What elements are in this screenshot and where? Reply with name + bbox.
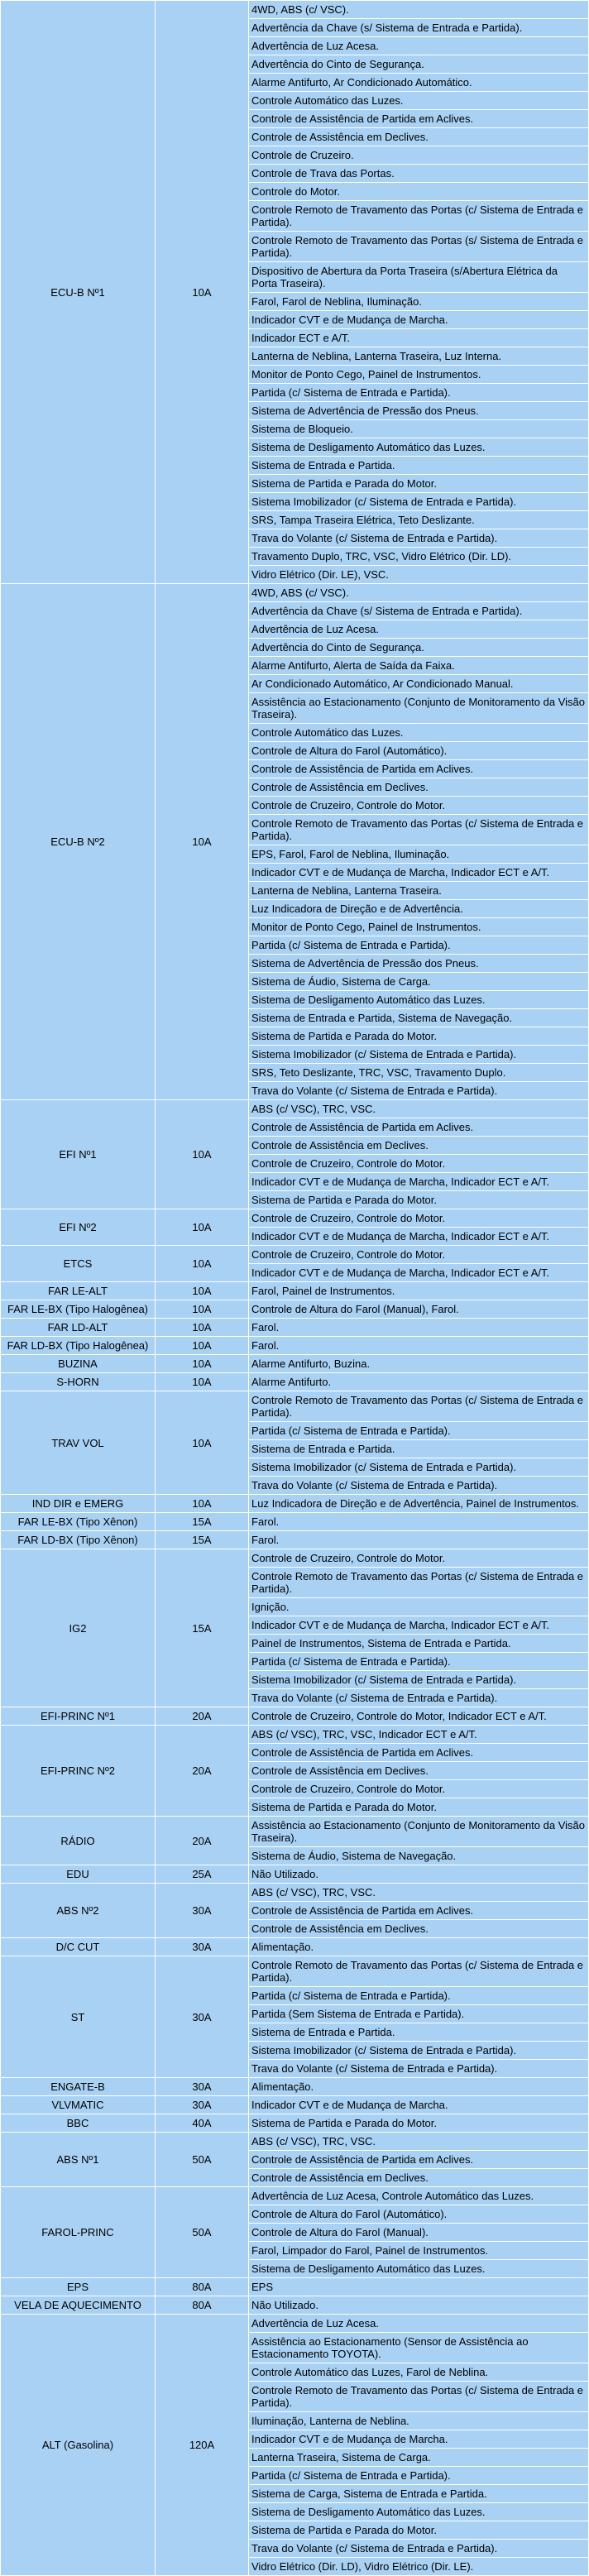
fuse-circuit: Sistema de Partida e Parada do Motor. [249,1191,589,1209]
fuse-amperage: 30A [156,1956,249,2078]
fuse-circuit: Sistema de Partida e Parada do Motor. [249,475,589,493]
fuse-circuit: Advertência da Chave (s/ Sistema de Entrada e Partida). [249,19,589,37]
fuse-name: FAR LD-BX (Tipo Xênon) [1,1531,156,1549]
fuse-circuit: Trava do Volante (c/ Sistema de Entrada e Partida). [249,2060,589,2078]
fuse-circuit: Controle Remoto de Travamento das Portas (s/ Sistema de Entrada e Partida). [249,232,589,262]
fuse-circuit: Sistema de Entrada e Partida. [249,457,589,475]
fuse-circuit: Controle de Assistência de Partida em Aclives. [249,110,589,128]
fuse-circuit: Sistema de Carga, Sistema de Entrada e Partida. [249,2485,589,2503]
fuse-circuit: Sistema de Entrada e Partida. [249,1440,589,1458]
fuse-circuit: Partida (c/ Sistema de Entrada e Partida). [249,936,589,955]
fuse-name: ABS Nº1 [1,2133,156,2187]
fuse-circuit: Controle de Altura do Farol (Automático). [249,2205,589,2224]
fuse-circuit: Controle de Assistência de Partida em Aclives. [249,760,589,778]
fuse-circuit: EPS, Farol, Farol de Neblina, Iluminação. [249,845,589,864]
fuse-name: ENGATE-B [1,2078,156,2096]
fuse-row [1,1549,589,1568]
fuse-name: FAR LE-ALT [1,1282,156,1300]
fuse-circuit: Sistema de Partida e Parada do Motor. [249,1798,589,1817]
fuse-circuit: Partida (c/ Sistema de Entrada e Partida). [249,1653,589,1671]
fuse-amperage: 20A [156,1817,249,1865]
fuse-circuit: Luz Indicadora de Direção e de Advertência. [249,900,589,918]
fuse-row [1,1884,589,1902]
fuse-circuit: Sistema de Áudio, Sistema de Navegação. [249,1847,589,1865]
fuse-amperage: 10A [156,1373,249,1391]
fuse-circuit: Controle Remoto de Travamento das Portas (c/ Sistema de Entrada e Partida). [249,1391,589,1422]
fuse-circuit: Controle Remoto de Travamento das Portas (c/ Sistema de Entrada e Partida). [249,1568,589,1598]
fuse-circuit: Indicador ECT e A/T. [249,329,589,347]
fuse-name: IND DIR e EMERG [1,1495,156,1513]
fuse-circuit: Partida (c/ Sistema de Entrada e Partida). [249,1422,589,1440]
fuse-row [1,1391,589,1422]
fuse-row [1,1,589,19]
fuse-circuit: Partida (c/ Sistema de Entrada e Partida). [249,1987,589,2005]
fuse-name: ABS Nº2 [1,1884,156,1938]
fuse-circuit: Monitor de Ponto Cego, Painel de Instrumentos. [249,918,589,936]
fuse-circuit: Travamento Duplo, TRC, VSC, Vidro Elétrico (Dir. LD). [249,548,589,566]
fuse-circuit: Partida (c/ Sistema de Entrada e Partida). [249,384,589,402]
fuse-circuit: Advertência da Chave (s/ Sistema de Entrada e Partida). [249,602,589,620]
fuse-row [1,2133,589,2151]
fuse-circuit: Farol. [249,1513,589,1531]
fuse-row [1,1246,589,1264]
fuse-circuit: Sistema de Desligamento Automático das Luzes. [249,991,589,1009]
fuse-name: VLVMATIC [1,2096,156,2114]
fuse-circuit: Controle Remoto de Travamento das Portas (c/ Sistema de Entrada e Partida). [249,815,589,845]
fuse-name: ALT (Gasolina) [1,2315,156,2576]
fuse-circuit: Vidro Elétrico (Dir. LD), Vidro Elétrico (Dir. LE). [249,2558,589,2576]
fuse-row [1,2315,589,2333]
fuse-circuit: Trava do Volante (c/ Sistema de Entrada e Partida). [249,1082,589,1100]
fuse-name: S-HORN [1,1373,156,1391]
fuse-circuit: Partida (Sem Sistema de Entrada e Partida). [249,2005,589,2023]
fuse-circuit: Controle de Assistência de Partida em Aclives. [249,1744,589,1762]
fuse-name: RÁDIO [1,1817,156,1865]
fuse-amperage: 10A [156,1209,249,1246]
fuse-circuit: Advertência de Luz Acesa. [249,37,589,55]
fuse-circuit: Farol. [249,1531,589,1549]
fuse-circuit: Controle Remoto de Travamento das Portas (c/ Sistema de Entrada e Partida). [249,1956,589,1987]
fuse-circuit: Sistema Imobilizador (c/ Sistema de Entrada e Partida). [249,1458,589,1477]
fuse-circuit: EPS [249,2278,589,2296]
fuse-circuit: SRS, Teto Deslizante, TRC, VSC, Travamento Duplo. [249,1064,589,1082]
fuse-circuit: Sistema de Entrada e Partida. [249,2023,589,2042]
fuse-circuit: ABS (c/ VSC), TRC, VSC. [249,1884,589,1902]
fuse-row [1,1495,589,1513]
fuse-circuit: Indicador CVT e de Mudança de Marcha. [249,311,589,329]
fuse-circuit: Luz Indicadora de Direção e de Advertência, Painel de Instrumentos. [249,1495,589,1513]
fuse-amperage: 15A [156,1549,249,1707]
fuse-circuit: Sistema Imobilizador (c/ Sistema de Entrada e Partida). [249,1671,589,1689]
fuse-circuit: Farol. [249,1337,589,1355]
fuse-circuit: Controle de Assistência em Declives. [249,1137,589,1155]
fuse-circuit: Advertência do Cinto de Segurança. [249,55,589,74]
fuse-amperage: 20A [156,1726,249,1817]
fuse-row [1,2114,589,2133]
fuse-row [1,2187,589,2205]
fuse-amperage: 30A [156,2078,249,2096]
fuse-circuit: Indicador CVT e de Mudança de Marcha. [249,2096,589,2114]
fuse-row [1,1956,589,1987]
fuse-circuit: Trava do Volante (c/ Sistema de Entrada e Partida). [249,529,589,548]
fuse-row [1,1355,589,1373]
fuse-circuit: Controle de Cruzeiro. [249,146,589,165]
fuse-circuit: Sistema de Advertência de Pressão dos Pneus. [249,955,589,973]
fuse-name: D/C CUT [1,1938,156,1956]
fuse-amperage: 10A [156,1319,249,1337]
fuse-circuit: Sistema de Advertência de Pressão dos Pneus. [249,402,589,420]
fuse-name: EFI-PRINC Nº1 [1,1707,156,1726]
fuse-circuit: Controle de Cruzeiro, Controle do Motor. [249,1549,589,1568]
fuse-circuit: Ar Condicionado Automático, Ar Condicionado Manual. [249,675,589,693]
fuse-amperage: 15A [156,1513,249,1531]
fuse-circuit: Controle de Altura do Farol (Manual), Farol. [249,1300,589,1319]
fuse-circuit: Assistência ao Estacionamento (Conjunto de Monitoramento da Visão Traseira). [249,1817,589,1847]
fuse-circuit: Advertência do Cinto de Segurança. [249,639,589,657]
fuse-circuit: Controle Remoto de Travamento das Portas (c/ Sistema de Entrada e Partida). [249,2382,589,2412]
fuse-circuit: Trava do Volante (c/ Sistema de Entrada e Partida). [249,2540,589,2558]
fuse-circuit: Sistema Imobilizador (c/ Sistema de Entrada e Partida). [249,2042,589,2060]
fuse-circuit: Controle de Altura do Farol (Automático). [249,742,589,760]
fuse-table-body [1,1,589,2576]
fuse-circuit: Controle de Cruzeiro, Controle do Motor. [249,1246,589,1264]
fuse-circuit: Não Utilizado. [249,1865,589,1884]
fuse-circuit: Indicador CVT e de Mudança de Marcha, Indicador ECT e A/T. [249,1264,589,1282]
fuse-name: VELA DE AQUECIMENTO [1,2296,156,2315]
fuse-circuit: Painel de Instrumentos, Sistema de Entrada e Partida. [249,1635,589,1653]
fuse-circuit: Iluminação, Lanterna de Neblina. [249,2412,589,2430]
fuse-amperage: 120A [156,2315,249,2576]
fuse-circuit: Sistema de Bloqueio. [249,420,589,438]
fuse-circuit: Trava do Volante (c/ Sistema de Entrada e Partida). [249,1477,589,1495]
fuse-circuit: 4WD, ABS (c/ VSC). [249,1,589,19]
fuse-row [1,2278,589,2296]
fuse-circuit: Sistema Imobilizador (c/ Sistema de Entrada e Partida). [249,1046,589,1064]
fuse-name: FAR LE-BX (Tipo Halogênea) [1,1300,156,1319]
fuse-name: ECU-B Nº2 [1,584,156,1100]
fuse-circuit: Vidro Elétrico (Dir. LE), VSC. [249,566,589,584]
fuse-amperage: 25A [156,1865,249,1884]
fuse-circuit: Farol, Farol de Neblina, Iluminação. [249,293,589,311]
fuse-row [1,1209,589,1228]
fuse-circuit: ABS (c/ VSC), TRC, VSC. [249,1100,589,1118]
fuse-circuit: Alarme Antifurto, Alerta de Saída da Faixa. [249,657,589,675]
fuse-amperage: 10A [156,1355,249,1373]
fuse-circuit: Advertência de Luz Acesa, Controle Automático das Luzes. [249,2187,589,2205]
fuse-circuit: Ignição. [249,1598,589,1616]
fuse-name: EFI Nº2 [1,1209,156,1246]
fuse-circuit: Farol, Painel de Instrumentos. [249,1282,589,1300]
fuse-circuit: Controle Remoto de Travamento das Portas (c/ Sistema de Entrada e Partida). [249,201,589,232]
fuse-circuit: Advertência de Luz Acesa. [249,2315,589,2333]
fuse-amperage: 30A [156,2096,249,2114]
fuse-amperage: 15A [156,1531,249,1549]
fuse-circuit: Lanterna de Neblina, Lanterna Traseira. [249,882,589,900]
fuse-name: IG2 [1,1549,156,1707]
fuse-circuit: Controle de Assistência em Declives. [249,2169,589,2187]
fuse-amperage: 10A [156,1100,249,1209]
fuse-row [1,1319,589,1337]
fuse-row [1,2096,589,2114]
fuse-circuit: Dispositivo de Abertura da Porta Traseira (s/Abertura Elétrica da Porta Traseira). [249,262,589,293]
fuse-amperage: 10A [156,1495,249,1513]
fuse-name: TRAV VOL [1,1391,156,1495]
fuse-name: FAR LD-ALT [1,1319,156,1337]
fuse-circuit: Sistema de Desligamento Automático das Luzes. [249,2260,589,2278]
fuse-amperage: 50A [156,2187,249,2278]
fuse-amperage: 80A [156,2278,249,2296]
fuse-circuit: Lanterna Traseira, Sistema de Carga. [249,2449,589,2467]
fuse-amperage: 10A [156,1282,249,1300]
fuse-circuit: Advertência de Luz Acesa. [249,620,589,639]
fuse-circuit: Indicador CVT e de Mudança de Marcha. [249,2430,589,2449]
fuse-circuit: Controle de Assistência de Partida em Aclives. [249,1118,589,1137]
fuse-circuit: Controle Automático das Luzes, Farol de Neblina. [249,2363,589,2382]
fuse-circuit: Indicador CVT e de Mudança de Marcha, Indicador ECT e A/T. [249,1173,589,1191]
fuse-row [1,1373,589,1391]
fuse-row [1,2296,589,2315]
fuse-circuit: Controle de Assistência em Declives. [249,1920,589,1938]
fuse-circuit: Farol, Limpador do Farol, Painel de Instrumentos. [249,2242,589,2260]
fuse-row [1,1282,589,1300]
fuse-circuit: Sistema de Desligamento Automático das Luzes. [249,438,589,457]
fuse-circuit: Sistema de Entrada e Partida, Sistema de Navegação. [249,1009,589,1027]
fuse-amperage: 10A [156,584,249,1100]
fuse-circuit: Controle de Cruzeiro, Controle do Motor. [249,797,589,815]
fuse-circuit: Controle de Cruzeiro, Controle do Motor. [249,1209,589,1228]
fuse-circuit: Sistema de Partida e Parada do Motor. [249,2521,589,2540]
fuse-circuit: Controle de Assistência de Partida em Aclives. [249,1902,589,1920]
fuse-row [1,1337,589,1355]
fuse-amperage: 50A [156,2133,249,2187]
fuse-circuit: Controle de Assistência em Declives. [249,1762,589,1780]
fuse-amperage: 30A [156,1884,249,1938]
fuse-name: FAROL-PRINC [1,2187,156,2278]
fuse-circuit: Sistema Imobilizador (c/ Sistema de Entrada e Partida). [249,493,589,511]
fuse-circuit: Partida (c/ Sistema de Entrada e Partida). [249,2467,589,2485]
fuse-circuit: SRS, Tampa Traseira Elétrica, Teto Deslizante. [249,511,589,529]
fuse-circuit: Controle de Trava das Portas. [249,165,589,183]
fuse-amperage: 80A [156,2296,249,2315]
fuse-name: EFI-PRINC Nº2 [1,1726,156,1817]
fuse-circuit: Sistema de Partida e Parada do Motor. [249,1027,589,1046]
fuse-circuit: Indicador CVT e de Mudança de Marcha, Indicador ECT e A/T. [249,864,589,882]
fuse-name: EFI Nº1 [1,1100,156,1209]
fuse-circuit: Não Utilizado. [249,2296,589,2315]
fuse-row [1,1938,589,1956]
fuse-circuit: Alarme Antifurto, Buzina. [249,1355,589,1373]
fuse-circuit: Sistema de Partida e Parada do Motor. [249,2114,589,2133]
fuse-circuit: Trava do Volante (c/ Sistema de Entrada e Partida). [249,1689,589,1707]
fuse-circuit: Sistema de Desligamento Automático das Luzes. [249,2503,589,2521]
fuse-row [1,1531,589,1549]
fuse-circuit: Alimentação. [249,2078,589,2096]
fuse-row [1,1707,589,1726]
fuse-name: ST [1,1956,156,2078]
fuse-circuit: Alarme Antifurto. [249,1373,589,1391]
fuse-circuit: ABS (c/ VSC), TRC, VSC, Indicador ECT e A/T. [249,1726,589,1744]
fuse-amperage: 20A [156,1707,249,1726]
fuse-circuit: Indicador CVT e de Mudança de Marcha, Indicador ECT e A/T. [249,1616,589,1635]
fuse-circuit: Controle de Altura do Farol (Manual). [249,2224,589,2242]
fuse-name: ECU-B Nº1 [1,1,156,584]
fuse-circuit: ABS (c/ VSC), TRC, VSC. [249,2133,589,2151]
fuse-name: EDU [1,1865,156,1884]
fuse-amperage: 30A [156,1938,249,1956]
fuse-circuit: Sistema de Áudio, Sistema de Carga. [249,973,589,991]
fuse-circuit: Controle de Cruzeiro, Controle do Motor. [249,1780,589,1798]
fuse-row [1,1726,589,1744]
fuse-circuit: Controle de Assistência em Declives. [249,128,589,146]
fuse-amperage: 10A [156,1246,249,1282]
fuse-circuit: Indicador CVT e de Mudança de Marcha, Indicador ECT e A/T. [249,1228,589,1246]
fuse-name: ETCS [1,1246,156,1282]
fuse-amperage: 10A [156,1391,249,1495]
fuse-circuit: Controle do Motor. [249,183,589,201]
fuse-amperage: 10A [156,1300,249,1319]
fuse-name: BUZINA [1,1355,156,1373]
fuse-circuit: Alimentação. [249,1938,589,1956]
fuse-row [1,1865,589,1884]
fuse-amperage: 10A [156,1,249,584]
fuse-circuit: Controle Automático das Luzes. [249,724,589,742]
fuse-name: FAR LD-BX (Tipo Halogênea) [1,1337,156,1355]
fuse-circuit: Controle de Cruzeiro, Controle do Motor, Indicador ECT e A/T. [249,1707,589,1726]
fuse-row [1,1300,589,1319]
fuse-row [1,1513,589,1531]
fuse-circuit: Farol. [249,1319,589,1337]
fuse-row [1,2078,589,2096]
fuse-name: FAR LE-BX (Tipo Xênon) [1,1513,156,1531]
fuse-circuit: Assistência ao Estacionamento (Conjunto de Monitoramento da Visão Traseira). [249,693,589,724]
fuse-circuit: Controle Automático das Luzes. [249,92,589,110]
fuse-row [1,1817,589,1847]
fuse-name: BBC [1,2114,156,2133]
fuse-circuit: Monitor de Ponto Cego, Painel de Instrumentos. [249,366,589,384]
fuse-amperage: 40A [156,2114,249,2133]
fuse-circuit: Controle de Cruzeiro, Controle do Motor. [249,1155,589,1173]
fuse-circuit: Lanterna de Neblina, Lanterna Traseira, Luz Interna. [249,347,589,366]
fuse-circuit: Controle de Assistência em Declives. [249,778,589,797]
fuse-amperage: 10A [156,1337,249,1355]
fuse-circuit: Controle de Assistência de Partida em Aclives. [249,2151,589,2169]
fuse-row [1,584,589,602]
fuse-circuit: Assistência ao Estacionamento (Sensor de Assistência ao Estacionamento TOYOTA). [249,2333,589,2363]
fuse-circuit: 4WD, ABS (c/ VSC). [249,584,589,602]
fuse-row [1,1100,589,1118]
fuse-circuit: Alarme Antifurto, Ar Condicionado Automático. [249,74,589,92]
fuse-name: EPS [1,2278,156,2296]
